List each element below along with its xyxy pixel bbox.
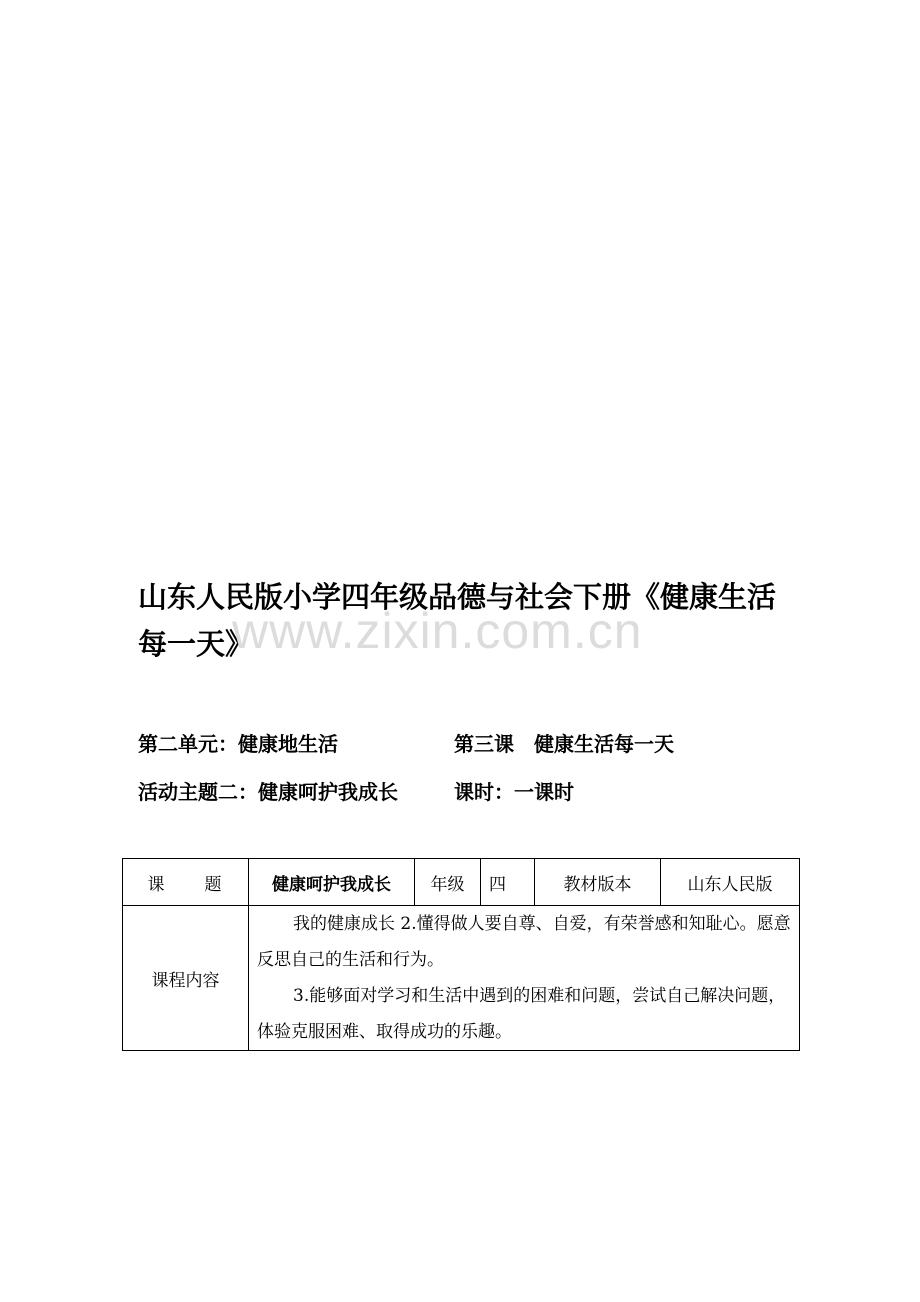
grade-value-cell: 四 (481, 859, 535, 906)
lesson-label: 第三课 健康生活每一天 (454, 732, 674, 756)
grade-label-cell: 年级 (415, 859, 481, 906)
document-title: 山东人民版小学四年级品德与社会下册《健康生活每一天》 (138, 580, 777, 661)
content-cell (249, 906, 800, 1051)
table-row (123, 906, 800, 1051)
watermark: www.zixin.com.cn (232, 603, 643, 659)
topic-label-cell: 课 题 (123, 859, 249, 906)
edition-value-cell: 山东人民版 (661, 859, 800, 906)
lesson-table (122, 858, 800, 1051)
content-paragraph-1: 我的健康成长 2.懂得做人要自尊、自爱，有荣誉感和知耻心。愿意反思自己的生活和行为。 (257, 914, 791, 970)
table-row (123, 859, 800, 906)
content-label-cell: 课程内容 (123, 906, 249, 1051)
content-paragraph-2: 3.能够面对学习和生活中遇到的困难和问题，尝试自己解决问题，体验克服困难、取得成功的乐趣。 (257, 986, 786, 1042)
period-label: 课时：一课时 (454, 780, 574, 804)
topic-value-cell: 健康呵护我成长 (249, 859, 415, 906)
edition-label-cell: 教材版本 (535, 859, 661, 906)
theme-label: 活动主题二：健康呵护我成长 (138, 780, 398, 804)
unit-label: 第二单元：健康地生活 (138, 732, 338, 756)
